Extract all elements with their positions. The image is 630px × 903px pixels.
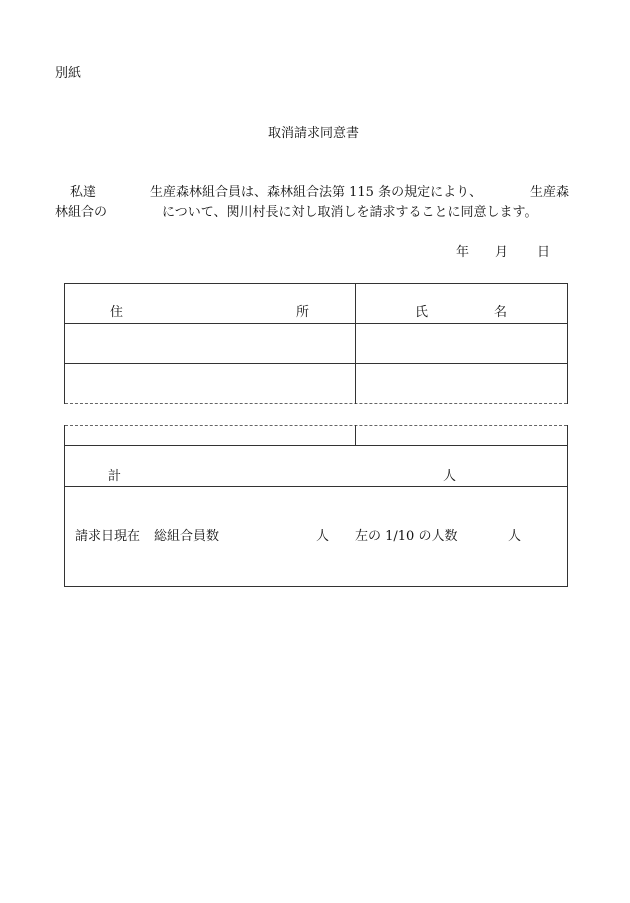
table-row-divider: [65, 486, 567, 487]
body-line1-a: 私達: [70, 185, 97, 200]
total-members-label: 総組合員数: [154, 529, 220, 544]
total-table: [64, 425, 568, 587]
body-line1-c: 生産森: [530, 185, 570, 200]
tenth-unit: 人: [508, 529, 522, 544]
table-border-bottom-dashed: [65, 403, 567, 404]
table-row-divider: [65, 363, 567, 364]
header-address-char-2: 所: [296, 305, 310, 320]
date-month-label: 月: [495, 245, 509, 260]
body-line2-b: について、関川村長に対し取消しを請求することに同意します。: [162, 205, 538, 220]
document-title: 取消請求同意書: [268, 126, 360, 141]
header-name-char-2: 名: [494, 305, 508, 320]
total-unit: 人: [443, 469, 457, 484]
table-column-divider: [355, 425, 356, 445]
table-border-bottom: [65, 586, 567, 587]
date-year-label: 年: [456, 245, 470, 260]
table-column-divider: [355, 283, 356, 404]
body-line1-b: 生産森林組合員は、森林組合法第 115 条の規定により、: [150, 185, 483, 200]
attachment-label: 別紙: [55, 66, 82, 81]
header-name-char-1: 氏: [415, 305, 429, 320]
header-address-char-1: 住: [110, 305, 124, 320]
table-row-divider: [65, 323, 567, 324]
members-unit: 人: [316, 529, 330, 544]
signature-table: [64, 283, 568, 404]
date-day-label: 日: [537, 245, 551, 260]
body-line2-a: 林組合の: [55, 205, 108, 220]
tenth-label: 左の 1/10 の人数: [355, 529, 458, 544]
total-label: 計: [108, 469, 122, 484]
table-border-top: [65, 283, 567, 284]
table-border-top-dashed: [65, 425, 567, 426]
request-date-label: 請求日現在: [75, 529, 141, 544]
table-row-divider: [65, 445, 567, 446]
